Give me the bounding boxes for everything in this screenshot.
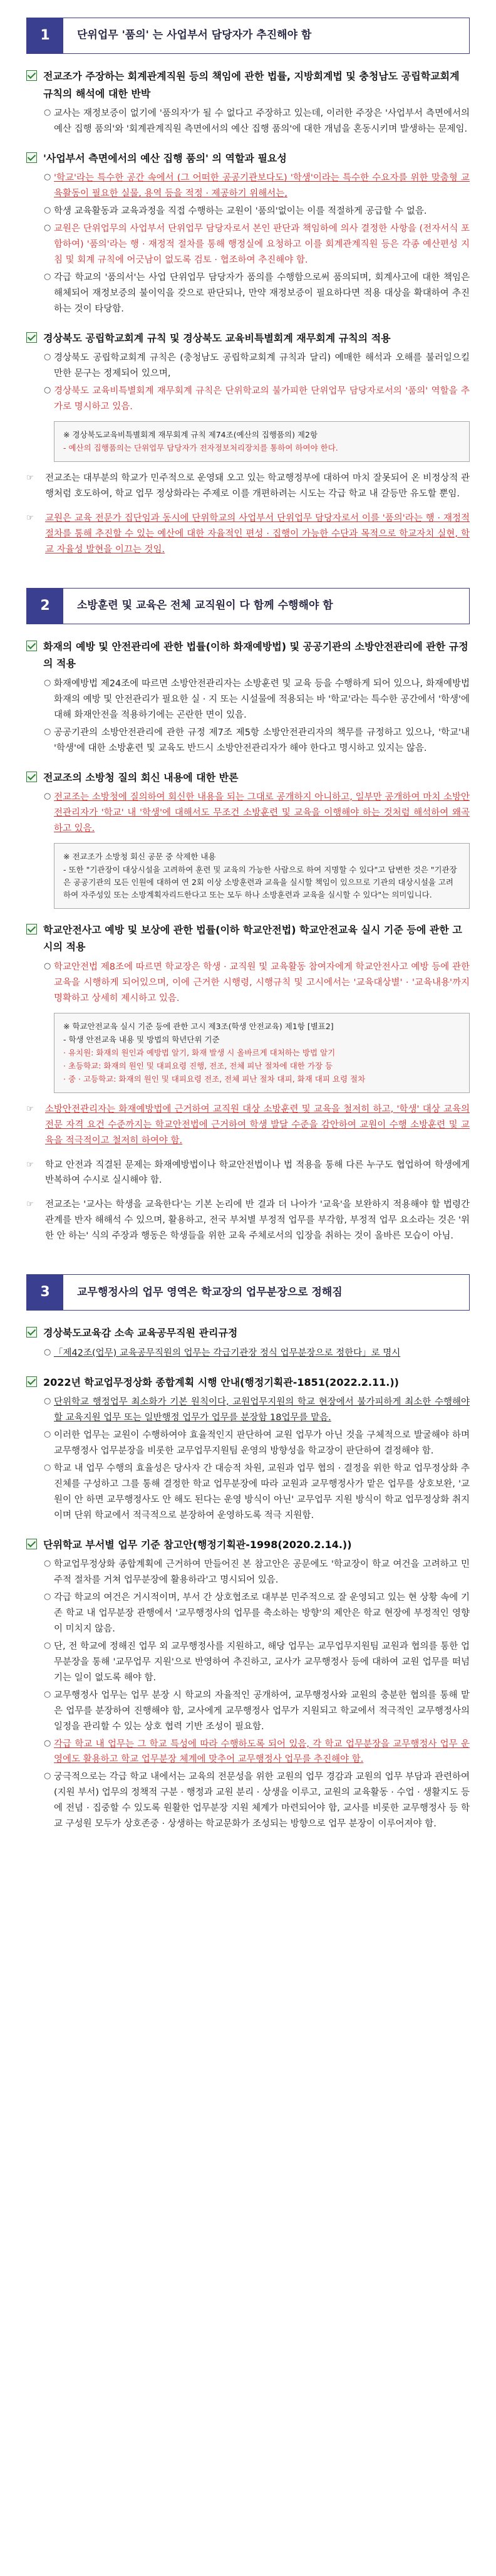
list-item: ○ 단, 전 학교에 정해진 업무 외 교무행정사를 지원하고, 해당 업무는 교무업무지원팀 교원과 협의를 통한 업무분장을 통해 '교무업무 지원'으로 반영하여 추진하고, 교사가 교무행정사 등에 대하여 교원 업무를 떠넘기는 일이 없도록 해야 함. (44, 1640, 470, 1683)
list-item: ○ 교사는 재정보증이 없기에 '품의자'가 될 수 없다고 주장하고 있는데, 이러한 주장은 '사업부서 측면에서의 예산 집행 품의'와 '회계관계직원 측면에서의 예산 집행 품의'에 대한 개념을 혼동시키며 발생하는 문제임. (44, 108, 470, 134)
topic-heading: 학교안전사고 예방 및 보상에 관한 법률(이하 학교안전법) 학교안전교육 실시 기준 등에 관한 고시의 적용 (43, 923, 462, 953)
remark-item: ☞ 교원은 교육 전문가 집단임과 동시에 단위학교의 사업부서 단위업무 담당자로서 이를 '품의'라는 행 · 재정적 절차를 통해 추진할 수 있는 예산에 대한 자율적인 편성 · 집행이 가능한 수단과 목적으로 학교자치 실현, 학교 자율성 발현을 이끄는 것임. (26, 513, 470, 555)
checkbox-icon (26, 772, 37, 782)
topic-heading: 전교조의 소방청 질의 회신 내용에 대한 반론 (43, 771, 239, 783)
list-item: ○ 학교안전법 제8조에 따르면 학교장은 학생 · 교직원 및 교육활동 참여자에게 학교안전사고 예방 등에 관한 교육을 시행하게 되어있으며, 이에 근거한 시행령, 시행규칙 및 고시에서는 '교육대상별' · '교육내용'까지 명확하고 상세히 제시하고 있음. (44, 961, 470, 1003)
list-item: ○ 「제42조(업무) 교육공무직원의 업무는 각급기관장 정식 업무분장으로 정한다」로 명시 (44, 1347, 401, 1358)
topic-block (26, 150, 470, 317)
section-number: 2 (27, 589, 63, 624)
section-title: 교무행정사의 업무 영역은 학교장의 업무분장으로 정해짐 (77, 1285, 343, 1299)
topic-block (26, 68, 470, 137)
list-item: ○ '학교'라는 특수한 공간 속에서 (그 어떠한 공공기관보다도) '학생'이라는 특수한 수요자를 위한 맞춤형 교육활동이 필요한 실물, 용역 등을 적정 · 제공하기 위해서는, (44, 172, 470, 199)
list-item: ○ 경상북도 교육비특별회계 재무회계 규칙은 단위학교의 불가피한 단위업무 담당자로서의 '품의' 역할을 추가로 명시하고 있음. (44, 385, 470, 412)
topic-heading: 경상북도교육감 소속 교육공무직원 관리규정 (43, 1327, 238, 1339)
quote-box: ※ 전교조가 소방청 회신 공문 중 삭제한 내용 - 또한 "기관장이 대상시설을 고려하여 훈련 및 교육의 가능한 사람으로 하여 지명할 수 있다"고 답변한 것은 "기관장은 공공기관의 모든 인원에 대하여 연 2회 이상 소방훈련과 교육을 실시할 책임이 있으므로 기관의 대상시설을 고려하여 자주성있 또는 소방계획자리드한다고 또는 모두 하나 소방훈련과 교육을 실시할 수 있다"는 의미입니다. (54, 843, 470, 909)
list-item: ○ 공공기관의 소방안전관리에 관한 규정 제7조 제5항 소방안전관리자의 책무를 규정하고 있으나, '학교'내 '학생'에 대한 소방훈련 및 교육도 반드시 소방안전관리자가 해야 한다고 명시하고 있지는 않음. (44, 726, 470, 753)
checkbox-icon (26, 152, 37, 163)
checkbox-icon (26, 924, 37, 935)
topic-block (26, 921, 470, 1244)
section-heading-3 (26, 1274, 470, 1311)
topic-heading: 경상북도 공립학교회계 규칙 및 경상북도 교육비특별회계 재무회계 규칙의 적용 (43, 332, 391, 344)
remark-item: ☞ 소방안전관리자는 화재예방법에 근거하여 교직원 대상 소방훈련 및 교육을 철저히 하고, '학생' 대상 교육의 전문 자격 요건 수준까지는 학교안전법에 근거하여 학생 발달 수준을 감안하여 교원이 수행 소방훈련 및 교육을 적극적이고 철저히 하여야 함. (26, 1104, 470, 1146)
list-item: ○ 학교 내 업무 수행의 효율성은 당사자 간 대승적 차원, 교원과 업무 협의 · 결정을 위한 학교 업무정상화 추진체를 구성하고 그를 통해 결정한 학교 업무분장에 따라 교원과 교무행정사가 맡은 업무를 상호보완, '교원이 안 하면 교무행정사도 안 해도 된다는 운영 방식이 아닌' 교무업무 지원 방식이 학교 업무정상화 취지이며 단위 학교에서 적극적으로 분장하여 운영하도록 적극 지원함. (44, 1462, 470, 1521)
checkbox-icon (26, 641, 37, 651)
list-item: ○ 화재예방법 제24조에 따르면 소방안전관리자는 소방훈련 및 교육 등을 수행하게 되어 있으나, 화재예방법 화재의 예방 및 안전관리가 필요한 실 · 지 또는 시설물에 적용되는 바 '학교'라는 특수한 공간에서 '학생'에 대해 화재안전을 적용하기에는 곤란한 면이 있음. (44, 678, 470, 720)
topic-heading: 단위학교 부서별 업무 기준 참고안(행정기획관-1998(2020.2.14.)) (43, 1538, 352, 1551)
topic-heading: 전교조가 주장하는 회계관계직원 등의 책임에 관한 법률, 지방회계법 및 충청남도 공립학교회계 규칙의 해석에 대한 반박 (43, 70, 460, 100)
list-item: ○ 교원은 단위업무의 사업부서 단위업무 담당자로서 본인 판단과 책임하에 의사 결정한 사항을 (전자서식 포함하여) '품의'라는 행 · 재정적 절차를 통해 행정실에 요청하고 이를 회계관계직원 등은 각종 예산편성 지침 및 회계 규칙에 어긋남이 없도록 검토 · 협조하여 추진해야 함. (44, 223, 470, 266)
topic-heading: 화재의 예방 및 안전관리에 관한 법률(이하 화재예방법) 및 공공기관의 소방안전관리에 관한 규정의 적용 (43, 640, 468, 670)
list-item: ○ 경상북도 공립학교회계 규칙은 (충청남도 공립학교회계 규칙과 달리) 예매한 해석과 오해를 불러일으킬 만한 문구는 정제되어 있으며, (44, 352, 470, 379)
checkbox-icon (26, 70, 37, 81)
topic-heading: '사업부서 측면에서의 예산 집행 품의' 의 역할과 필요성 (43, 152, 287, 164)
topic-block (26, 769, 470, 909)
remark-item: ☞ 전교조는 대부분의 학교가 민주적으로 운영돼 오고 있는 학교행정부에 대하여 마치 잘못되어 온 비정상적 관행처럼 호도하여, 학교 업무 정상화라는 주제로 이를 개편하려는 시도는 각급 학교 내 갈등만 유도할 뿐임. (26, 473, 470, 500)
topic-block (26, 1324, 470, 1361)
topic-block (26, 1536, 470, 1832)
topic-block (26, 1374, 470, 1524)
list-item: ○ 각급 학교 내 업무는 그 학교 특성에 따라 수행하도록 되어 있음, 각 학교 업무분장을 교무행정사 업무 운영에도 활용하고 학교 업무분장 체계에 맞추어 교무행정사 업무를 추진해야 함. (44, 1738, 470, 1765)
remark-item: ☞ 전교조는 '교사는 학생을 교육한다'는 기본 논리에 반 결과 더 나아가 '교육'을 보완하지 적용해야 할 법령간 관계를 반자 해해석 수 있으며, 활용하고, 전국 부처별 부정적 업무를 부각함, 부정적 업무 요소라는 것은 '위한 안 하는' 식의 주장과 행동은 학생들을 위한 교육 주체로서의 입장을 취하는 것이 올바른 모습이 아님. (26, 1200, 470, 1242)
checkbox-icon (26, 1327, 37, 1338)
section-heading-1 (26, 18, 470, 54)
topic-block (26, 330, 470, 558)
list-item: ○ 이러한 업무는 교원이 수행하여야 효율적인지 판단하여 교원 업무가 아닌 것을 구체적으로 발굴해야 하며 교무행정사 업무분장을 비롯한 교무업무지원팀 운영의 방향성을 학교장이 판단하여 결정해야 함. (44, 1430, 470, 1456)
section-title: 단위업무 '품의' 는 사업부서 담당자가 추진해야 함 (77, 29, 312, 42)
list-item: ○ 각급 학교의 여건은 거시적이며, 부서 간 상호협조로 대부분 민주적으로 잘 운영되고 있는 현 상황 속에 기존 학교 내 업무분장 관행에서 '교무행정사의 업무를 축소하는 방향'의 제안은 학교 현장에 부정적인 영향이 미치지 않음. (44, 1592, 470, 1634)
topic-block (26, 638, 470, 757)
list-item: ○ 학생 교육활동과 교육과정을 직접 수행하는 교원이 '품의'없이는 이를 적절하게 공급할 수 없음. (44, 206, 427, 217)
section-number: 3 (27, 1275, 63, 1310)
list-item: ○ 학교업무정상화 종합계획에 근거하여 만들어진 본 참고안은 공문에도 '학교장이 학교 여건을 고려하고 민주적 절차를 거쳐 업무분장에 활용하라'고 명시되어 있음. (44, 1559, 470, 1586)
checkbox-icon (26, 332, 37, 343)
list-item: ○ 각급 학교의 '품의서'는 사업 단위업무 담당자가 품의를 수행함으로써 품의되며, 회계사고에 대한 책임은 해체되어 재정보증의 불이익을 갖으로 판단되나, 만약 재정보증이 필요하다면 적용 대상을 확대하여 추진하는 것이 타당함. (44, 272, 470, 314)
quote-box: ※ 경상북도교육비특별회계 재무회계 규칙 제74조(예산의 집행품의) 제2항 - 예산의 집행품의는 단위업무 담당자가 전자정보처리장치를 통하여 하여야 한다. (54, 421, 470, 462)
remark-item: ☞ 학교 안전과 직결된 문제는 화재예방법이나 학교안전법이나 법 적용을 통해 다른 누구도 협업하여 학생에게 반복하여 수시로 실시해야 함. (26, 1160, 470, 1186)
section-heading-2 (26, 588, 470, 624)
checkbox-icon (26, 1376, 37, 1387)
topic-heading: 2022년 학교업무정상화 종합계획 시행 안내(행정기획관-1851(2022.2.11.)) (43, 1376, 399, 1388)
list-item: ○ 단위학교 행정업무 최소화가 기본 원칙이다, 교원업무지원의 학교 현장에서 불가피하게 최소한 수행해야 할 교육지원 업무 또는 일반행정 업무가 업무를 분장함 18업무를 맡음. (44, 1396, 470, 1423)
section-title: 소방훈련 및 교육은 전체 교직원이 다 함께 수행해야 함 (77, 599, 333, 612)
list-item: ○ 궁극적으로는 각급 학교 내에서는 교육의 전문성을 위한 교원의 업무 경감과 교원의 업무 부담과 관련하여 (지원 부서) 업무의 정책적 구분 · 행정과 교원 분리 · 상생을 이루고, 교원의 교육활동 · 수업 · 생활지도 등에 전념 · 집중할 수 있도록 원활한 업무분장 지원 체계가 마련되어야 함, 교사를 비롯한 교무행정사 등 학교 구성원 모두가 상호존중 · 상생하는 학교문화가 조성되는 방향으로 업무 분장이 이루어져야 함. (44, 1771, 470, 1830)
list-item: ○ 교무행정사 업무는 업무 분장 시 학교의 자율적인 공개하여, 교무행정사와 교원의 충분한 협의를 통해 맡은 업무를 분장하여 진행해야 함, 교사에게 교무행정사 업무가 지원되고 학교에서 적극적인 교무행정사의 일정을 관리할 수 있는 상호 협력 기반 조성이 필요함. (44, 1689, 470, 1732)
section-number: 1 (27, 18, 63, 53)
checkbox-icon (26, 1539, 37, 1549)
quote-box: ※ 학교안전교육 실시 기준 등에 관한 고시 제3조(학생 안전교육) 제1항 [별표2] - 학생 안전교육 내용 및 방법의 학년단위 기준 · 유치원: 화재의 원인과 예방법 알기, 화재 발생 시 올바르게 대처하는 방법 알기 · 초등학교: 화재의 원인 및 대피요령 진행, 전조, 전체 피난 절차에 대한 가장 등 · 중 · 고등학교: 화재의 원인 및 대피요령 전조, 전체 피난 절차 대피, 화재 대피 요령 절차 (54, 1013, 470, 1093)
list-item: ○ 전교조는 소방청에 질의하여 회신한 내용을 되는 그대로 공개하지 아니하고, 일부만 공개하여 마치 소방안전관리자가 '학교' 내 '학생'에 대해서도 무조건 소방훈련 및 교육을 이행해야 하는 것처럼 해석하여 왜곡하고 있음. (44, 792, 470, 834)
